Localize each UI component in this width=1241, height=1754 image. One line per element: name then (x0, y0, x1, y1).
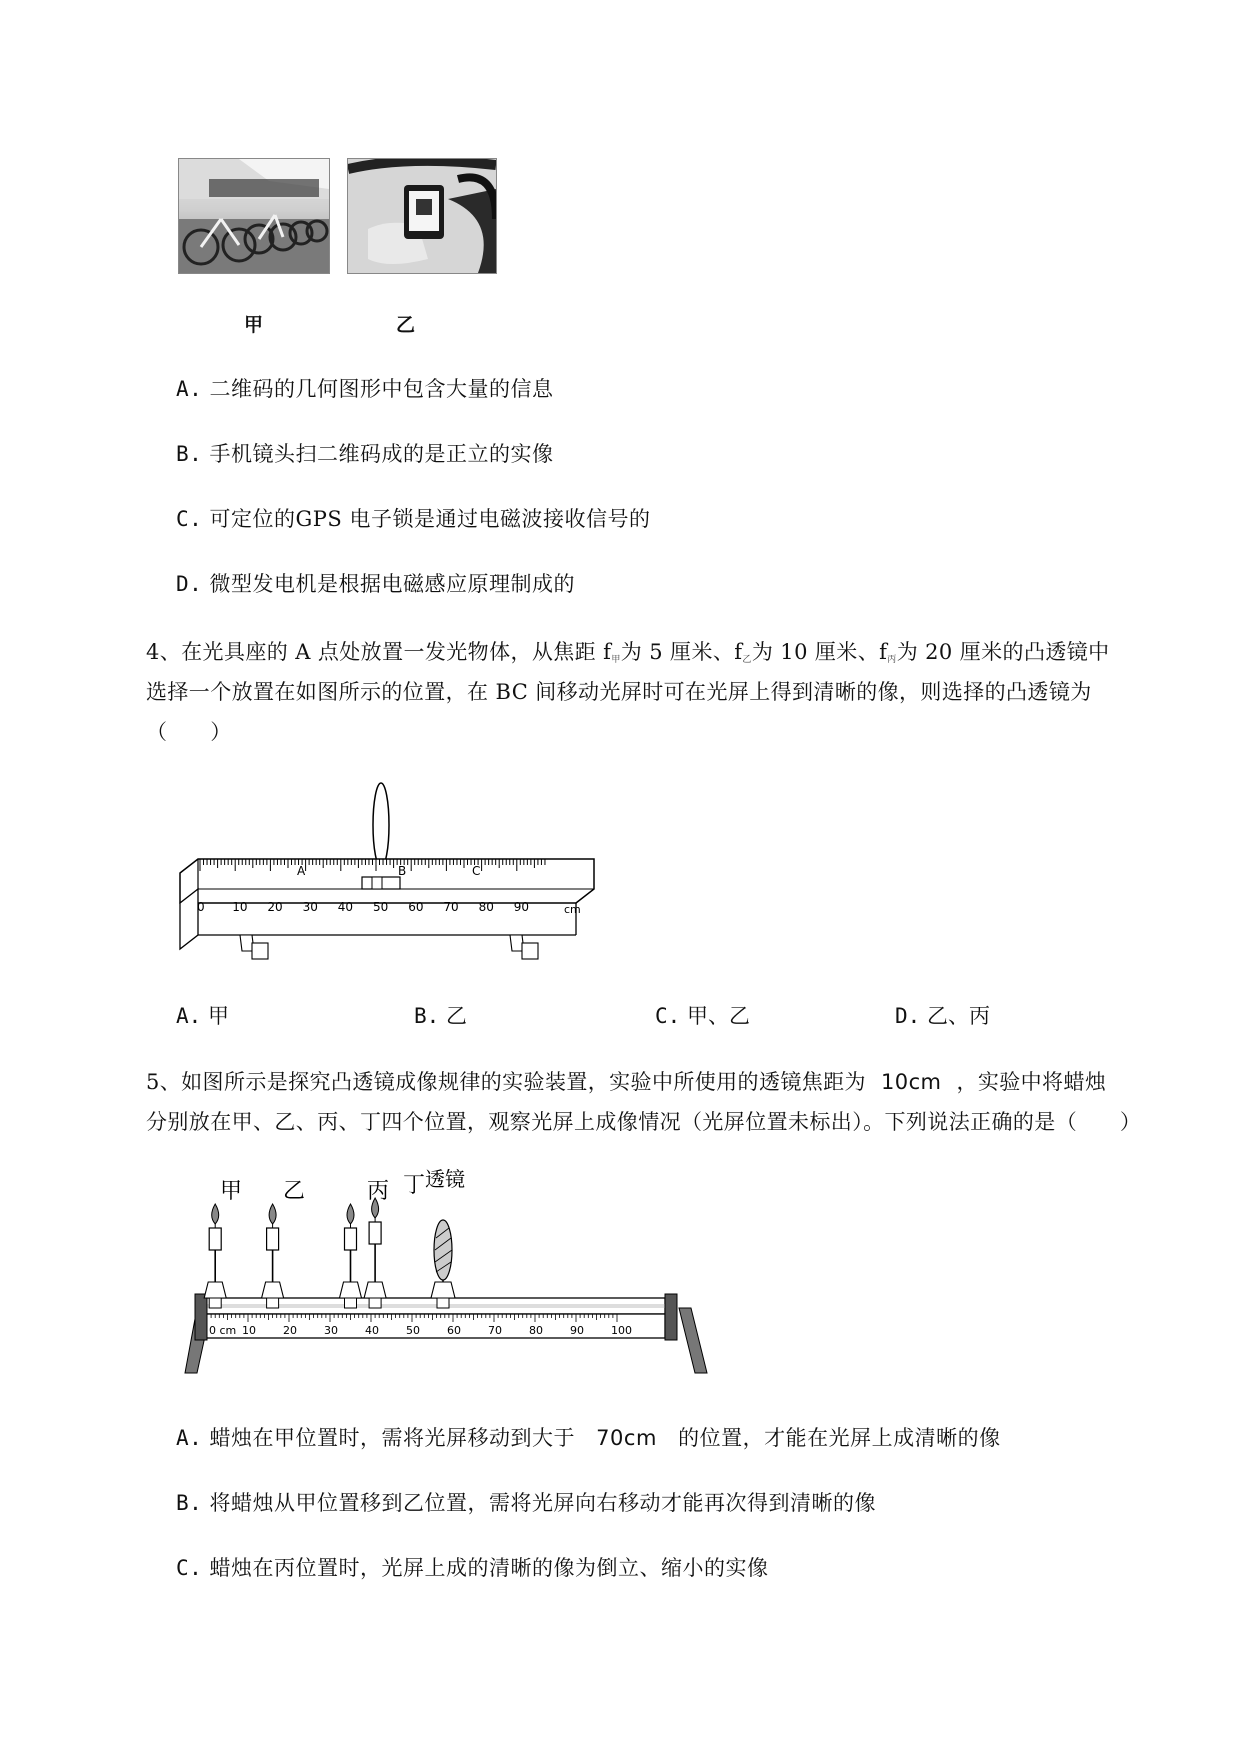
option-text: 蜡烛在丙位置时，光屏上成的清晰的像为倒立、缩小的实像 (209, 1556, 769, 1580)
q3-option-a (176, 373, 553, 403)
q5-option-b (176, 1487, 876, 1517)
point-label-b: B (398, 864, 407, 878)
choice-letter: C. (655, 1004, 681, 1028)
ruler-tick-label: 60 (408, 900, 424, 914)
ruler-tick-label: 90 (513, 900, 530, 914)
candle (262, 1204, 284, 1308)
ruler-tick-label: 100 (611, 1324, 632, 1337)
label-yi: 乙 (283, 1179, 306, 1204)
ruler-tick-label: 30 (302, 900, 318, 914)
option-text: 蜡烛在甲位置时，需将光屏移动到大于 (209, 1426, 575, 1450)
ruler-tick-label: 50 (406, 1324, 420, 1337)
candle (364, 1198, 386, 1308)
option-text: 微型发电机是根据电磁感应原理制成的 (209, 572, 575, 596)
ruler-tick-label: 20 (283, 1324, 297, 1337)
ruler-tick-label: 70 (443, 900, 459, 914)
choice-text: 甲、乙 (686, 1004, 750, 1028)
subscript-yi: 乙 (742, 655, 752, 665)
label-lens: 透镜 (425, 1168, 465, 1191)
q4-text-part: 为 5 厘米、f (620, 640, 743, 664)
ruler-tick-label: 0 cm (209, 1324, 237, 1337)
photo-caption-yi: 乙 (396, 314, 416, 336)
option-text: 手机镜头扫二维码成的是正立的实像 (209, 442, 554, 466)
ruler-tick-label: 70 (488, 1324, 502, 1337)
ruler-tick-label: 40 (337, 900, 354, 914)
subscript-bing: 丙 (887, 655, 897, 665)
option-letter: C. (176, 1556, 203, 1580)
ruler-tick-label: 50 (373, 900, 389, 914)
ruler-tick-label: 0 (197, 900, 205, 914)
subscript-jia: 甲 (611, 655, 621, 665)
candle (204, 1204, 226, 1308)
distance-value: 70cm (596, 1426, 657, 1450)
choice-letter: D. (895, 1004, 921, 1028)
q4-text-part: 4、在光具座的 A 点处放置一发光物体，从焦距 f (146, 640, 612, 664)
label-bing: 丙 (367, 1179, 390, 1204)
choice-letter: B. (414, 1004, 440, 1028)
option-letter: A. (176, 377, 203, 401)
label-ding: 丁 (403, 1173, 426, 1198)
choice-text: 甲 (207, 1004, 229, 1028)
bike-share-photo (178, 158, 330, 274)
point-label-a: A (297, 864, 306, 878)
ruler-tick-label: 20 (267, 900, 283, 914)
phone-scan-photo (347, 158, 497, 274)
q4-choice-b (414, 1000, 467, 1030)
q4-stem-line2: 选择一个放置在如图所示的位置，在 BC 间移动光屏时可在光屏上得到清晰的像，则选择的凸透镜为 (146, 680, 1092, 704)
option-letter: C. (176, 507, 203, 531)
q5-text-part: ，实验中将蜡烛 (956, 1070, 1107, 1094)
option-text: 的位置，才能在光屏上成清晰的像 (678, 1426, 1001, 1450)
label-jia: 甲 (220, 1179, 243, 1204)
q4-choice-d (895, 1000, 990, 1030)
option-letter: B. (176, 1491, 203, 1515)
choice-text: 乙 (445, 1004, 467, 1028)
photo-caption-jia: 甲 (244, 314, 264, 336)
point-label-c: C (472, 864, 481, 878)
ruler-tick-label: 10 (242, 1324, 256, 1337)
ruler-tick-label: 80 (478, 900, 494, 914)
q4-text-part: 为 10 厘米、f (751, 640, 888, 664)
option-text: 二维码的几何图形中包含大量的信息 (209, 377, 554, 401)
lens-shape (373, 783, 389, 867)
q5-stem-line1 (146, 1066, 1106, 1096)
ruler-tick-label: 10 (232, 900, 248, 914)
q3-option-d (176, 568, 575, 598)
ruler-tick-label: 40 (365, 1324, 379, 1337)
ruler-tick-label: 80 (529, 1324, 543, 1337)
focal-length-value: 10cm (881, 1070, 942, 1094)
q5-text-part: 5、如图所示是探究凸透镜成像规律的实验装置，实验中所使用的透镜焦距为 (146, 1070, 866, 1094)
q4-stem-line3: （ ） (146, 720, 232, 744)
q5-option-a (176, 1422, 1001, 1452)
option-text: 将蜡烛从甲位置移到乙位置，需将光屏向右移动才能再次得到清晰的像 (209, 1491, 876, 1515)
choice-text: 乙、丙 (926, 1004, 990, 1028)
choice-letter: A. (176, 1004, 202, 1028)
option-letter: D. (176, 572, 203, 596)
candle-bench-figure (175, 1168, 715, 1383)
unit-label: cm (564, 903, 581, 916)
q5-option-c (176, 1552, 768, 1582)
optical-bench-figure (170, 775, 610, 965)
q5-stem-line2: 分别放在甲、乙、丙、丁四个位置，观察光屏上成像情况（光屏位置未标出）。下列说法正确的是（ ） (146, 1110, 1142, 1134)
ruler-tick-label: 90 (570, 1324, 584, 1337)
ruler-tick-label: 30 (324, 1324, 338, 1337)
option-letter: B. (176, 442, 203, 466)
q4-choice-c (655, 1000, 750, 1030)
q4-choice-a (176, 1000, 229, 1030)
option-text: 可定位的GPS 电子锁是通过电磁波接收信号的 (209, 507, 651, 531)
ruler-tick-label: 60 (447, 1324, 461, 1337)
option-letter: A. (176, 1426, 203, 1450)
candle (340, 1204, 362, 1308)
q4-text-part: 为 20 厘米的凸透镜中 (896, 640, 1110, 664)
q3-option-b (176, 438, 553, 468)
lens-shape (434, 1220, 452, 1280)
q3-option-c (176, 503, 650, 533)
bench-scale (205, 1314, 665, 1338)
q4-stem-line1 (146, 636, 1110, 666)
